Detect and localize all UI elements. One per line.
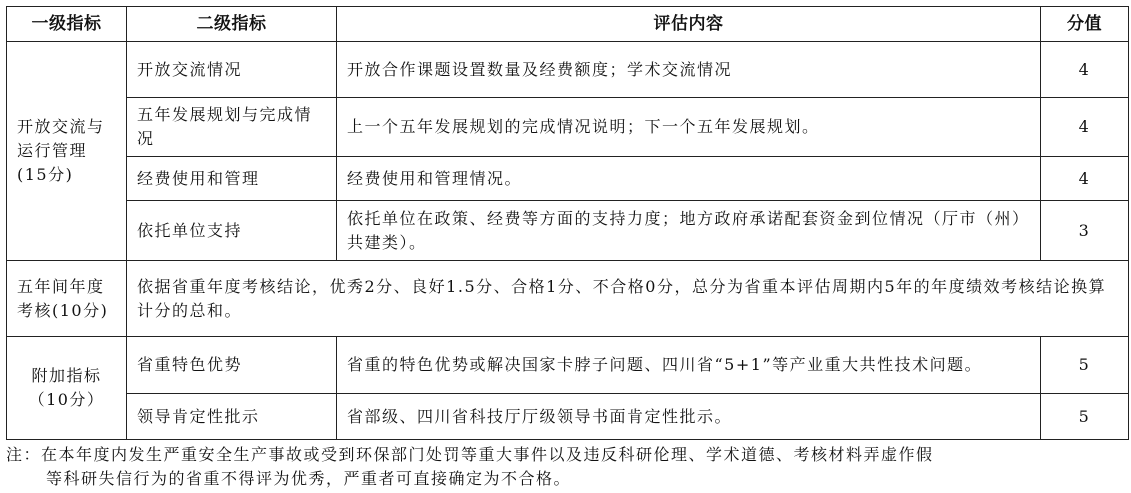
table-header-row xyxy=(7,7,1129,42)
table-row xyxy=(7,98,1129,157)
score-cell: 4 xyxy=(1041,98,1129,157)
level2-cell: 省重特色优势 xyxy=(127,337,337,394)
level1-open-exchange: 开放交流与运行管理(15分) xyxy=(7,42,127,261)
merged-content-cell: 依据省重年度考核结论，优秀2分、良好1.5分、合格1分、不合格0分，总分为省重本评估周期内5年的年度绩效考核结论换算计分的总和。 xyxy=(127,261,1129,337)
footnote-line1: 注：在本年度内发生严重安全生产事故或受到环保部门处罚等重大事件以及违反科研伦理、学术道德、考核材料弄虚作假 xyxy=(6,445,934,464)
evaluation-criteria-table xyxy=(6,6,1129,440)
table-row xyxy=(7,42,1129,98)
content-cell: 省部级、四川省科技厅厅级领导书面肯定性批示。 xyxy=(337,394,1041,440)
content-cell: 上一个五年发展规划的完成情况说明；下一个五年发展规划。 xyxy=(337,98,1041,157)
content-cell: 省重的特色优势或解决国家卡脖子问题、四川省“5+1”等产业重大共性技术问题。 xyxy=(337,337,1041,394)
level2-cell: 五年发展规划与完成情况 xyxy=(127,98,337,157)
content-cell: 经费使用和管理情况。 xyxy=(337,157,1041,201)
score-cell: 4 xyxy=(1041,42,1129,98)
table-row xyxy=(7,394,1129,440)
table-row xyxy=(7,201,1129,261)
score-cell: 4 xyxy=(1041,157,1129,201)
content-cell: 开放合作课题设置数量及经费额度；学术交流情况 xyxy=(337,42,1041,98)
score-cell: 5 xyxy=(1041,337,1129,394)
level2-cell: 经费使用和管理 xyxy=(127,157,337,201)
footnote xyxy=(6,443,1126,491)
level1-additional: 附加指标（10分） xyxy=(7,337,127,440)
header-level1: 一级指标 xyxy=(7,7,127,42)
score-cell: 3 xyxy=(1041,201,1129,261)
level2-cell: 依托单位支持 xyxy=(127,201,337,261)
header-level2: 二级指标 xyxy=(127,7,337,42)
level2-cell: 领导肯定性批示 xyxy=(127,394,337,440)
table-row xyxy=(7,337,1129,394)
score-cell: 5 xyxy=(1041,394,1129,440)
level1-annual-assessment: 五年间年度考核(10分) xyxy=(7,261,127,337)
level2-cell: 开放交流情况 xyxy=(127,42,337,98)
header-score: 分值 xyxy=(1041,7,1129,42)
footnote-line2: 等科研失信行为的省重不得评为优秀，严重者可直接确定为不合格。 xyxy=(46,469,572,488)
content-cell: 依托单位在政策、经费等方面的支持力度；地方政府承诺配套资金到位情况（厅市（州）共建类）。 xyxy=(337,201,1041,261)
table-row xyxy=(7,261,1129,337)
header-content: 评估内容 xyxy=(337,7,1041,42)
table-row xyxy=(7,157,1129,201)
